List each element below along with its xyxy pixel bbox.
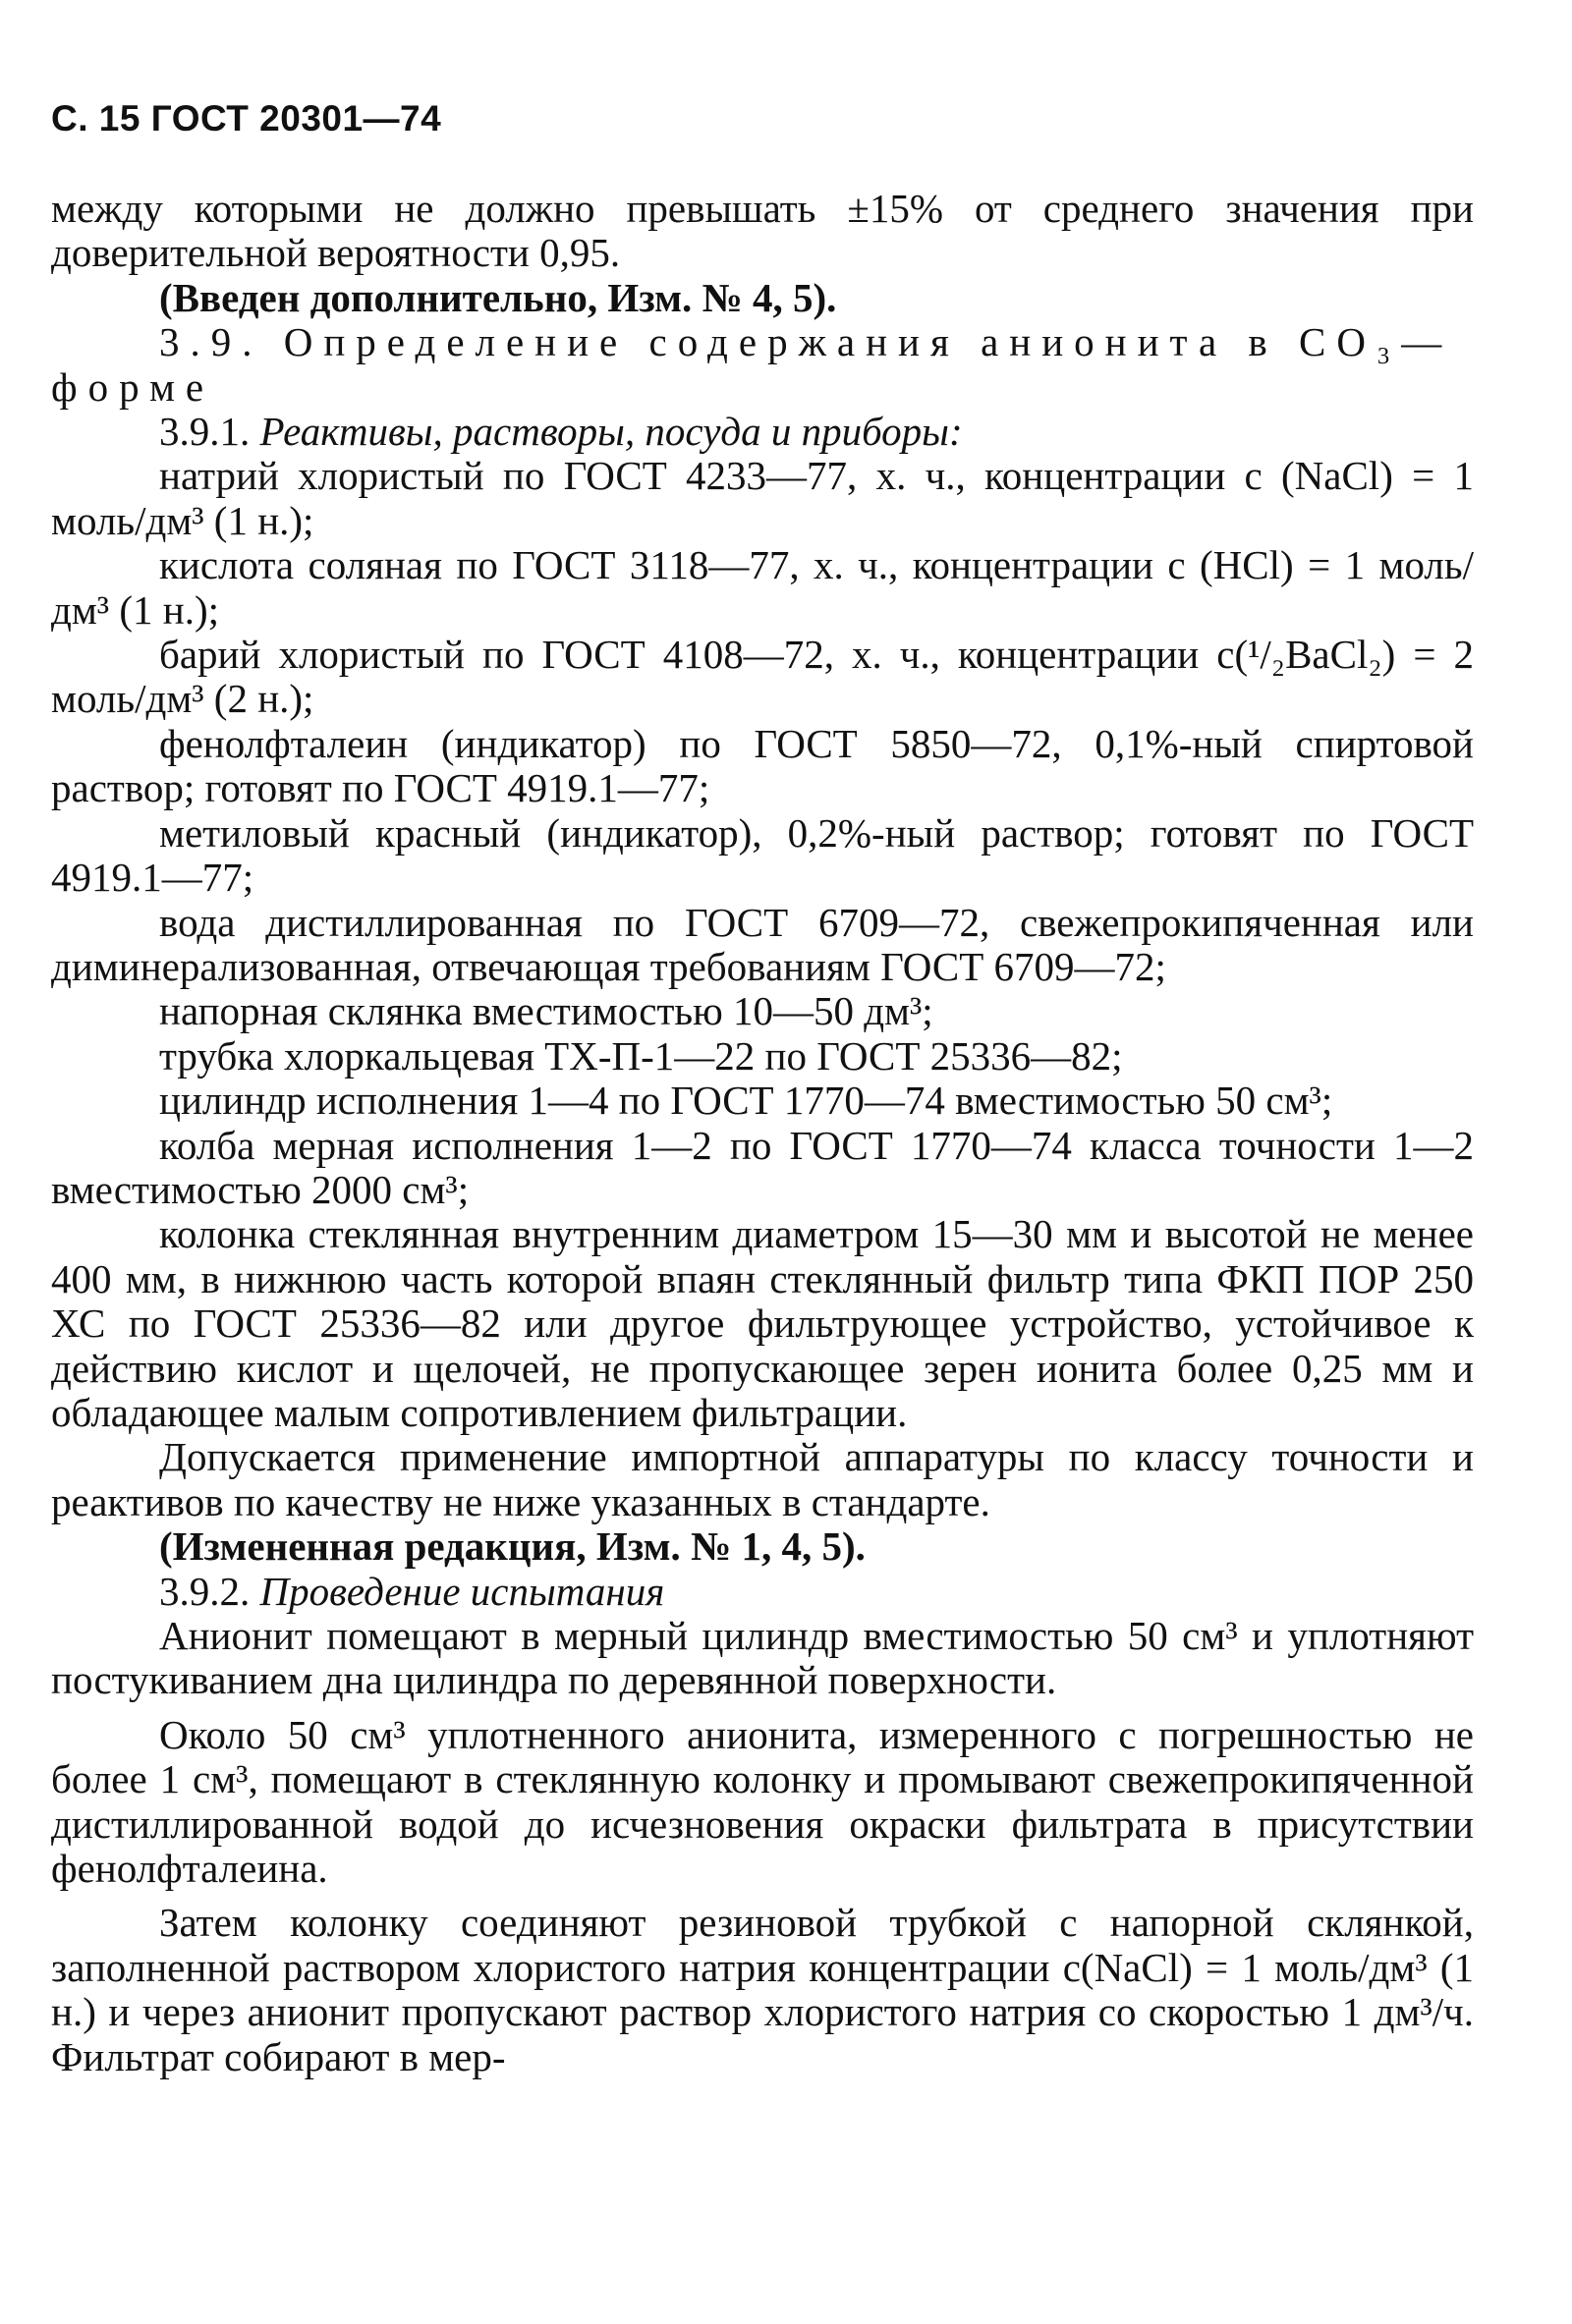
paragraph: натрий хлористый по ГОСТ 4233—77, х. ч., концентрации c (NaCl) = 1 моль/дм³ (1 н.); xyxy=(51,453,1474,543)
paragraph: цилиндр исполнения 1—4 по ГОСТ 1770—74 вместимостью 50 см³; xyxy=(159,1078,1333,1124)
paragraph: Около 50 см³ уплотненного анионита, измеренного с погрешностью не более 1 см³, помещают в стеклянную колонку и промывают свежепрокипяченной дистиллированной водой до исчезновения окраски фильтрата в присутствии фенолфталеина. xyxy=(51,1711,1474,1892)
paragraph: барий хлористый по ГОСТ 4108—72, х. ч., концентрации c(¹/₂BaCl₂) = 2 моль/дм³ (2 н.); xyxy=(51,632,1474,722)
paragraph: (Введен дополнительно, Изм. № 4, 5). xyxy=(159,274,837,320)
paragraph: (Измененная редакция, Изм. № 1, 4, 5). xyxy=(159,1523,866,1570)
body-text xyxy=(51,187,1474,2079)
paragraph: напорная склянка вместимостью 10—50 дм³; xyxy=(159,988,933,1034)
paragraph: кислота соляная по ГОСТ 3118—77, х. ч., концентрации с (HCl) = 1 моль/дм³ (1 н.); xyxy=(51,542,1474,633)
paragraph: Анионит помещают в мерный цилиндр вместимостью 50 см³ и уплотняют постукиванием дна цилиндра по деревянной поверхности. xyxy=(51,1613,1474,1703)
paragraph: фенолфталеин (индикатор) по ГОСТ 5850—72, 0,1%-ный спиртовой раствор; готовят по ГОСТ 4919.1—77; xyxy=(51,720,1474,811)
section-number: 3.9.1. xyxy=(159,409,251,455)
paragraph: колба мерная исполнения 1—2 по ГОСТ 1770—74 класса точности 1—2 вместимостью 2000 см³; xyxy=(51,1122,1474,1212)
running-head: С. 15 ГОСТ 20301—74 xyxy=(51,98,442,138)
paragraph: Допускается применение импортной аппаратуры по классу точности и реактивов по качеству не ниже указанных в стандарте. xyxy=(51,1434,1474,1524)
paragraph xyxy=(51,1570,1474,1614)
paragraph: вода дистиллированная по ГОСТ 6709—72, свежепрокипяченная или диминерализованная, отвечающая требованиям ГОСТ 6709—72; xyxy=(51,899,1474,989)
paragraph: между которыми не должно превышать ±15% от среднего значения при доверительной вероятности 0,95. xyxy=(51,186,1474,276)
paragraph: 3.9. Определение содержания анионита в CO₃—форме xyxy=(51,319,1453,410)
paragraph: колонка стеклянная внутренним диаметром 15—30 мм и высотой не менее 400 мм, в нижнюю часть которой впаян стеклянный фильтр типа ФКП ПОР 250 ХС по ГОСТ 25336—82 или другое фильтрующее устройство, устойчивое к действию кислот и щелочей, не пропускающее зерен ионита более 0,25 мм и обладающее малым сопротивлением фильтрации. xyxy=(51,1211,1474,1435)
paragraph: метиловый красный (индикатор), 0,2%-ный раствор; готовят по ГОСТ 4919.1—77; xyxy=(51,809,1474,901)
section-title: Реактивы, растворы, посуда и приборы: xyxy=(259,409,963,455)
paragraph: трубка хлоркальцевая ТХ-П-1—22 по ГОСТ 25336—82; xyxy=(159,1032,1123,1079)
section-number: 3.9.2. xyxy=(159,1568,251,1614)
section-title: Проведение испытания xyxy=(259,1568,665,1614)
paragraph: Затем колонку соединяют резиновой трубкой с напорной склянкой, заполненной раствором хлористого натрия концентрации c(NaCl) = 1 моль/дм³ (1 н.) и через анионит пропускают раствор хлористого натрия со скоростью 1 дм³/ч. Фильтрат собирают в мер- xyxy=(51,1900,1474,2079)
paragraph xyxy=(51,410,1474,454)
